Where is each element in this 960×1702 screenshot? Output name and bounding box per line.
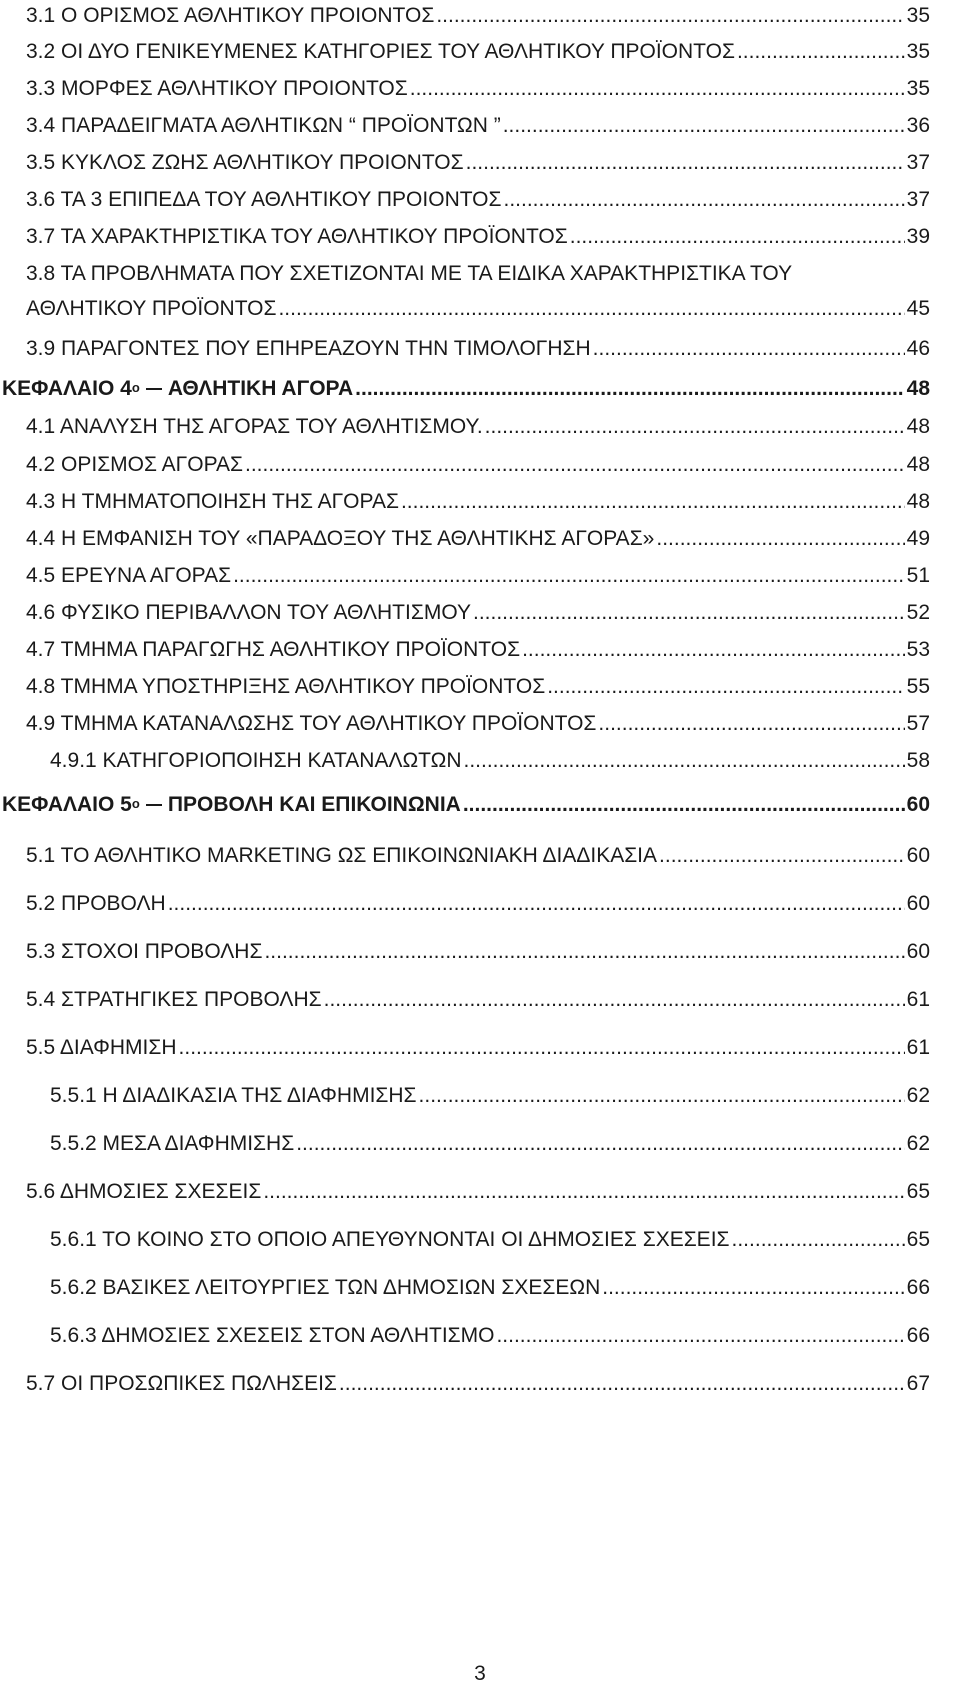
dot-leader — [245, 452, 905, 478]
toc-entry-4-6[interactable] — [0, 597, 960, 633]
toc-entry-title: 4.8 ΤΜΗΜΑ ΥΠΟΣΤΗΡΙΞΗΣ ΑΘΛΗΤΙΚΟΥ ΠΡΟΪΟΝΤΟΣ — [26, 675, 546, 698]
dot-leader — [659, 843, 905, 869]
dot-leader — [522, 637, 905, 663]
toc-entry-page: 58 — [906, 749, 930, 772]
toc-entry-title: 5.6 ΔΗΜΟΣΙΕΣ ΣΧΕΣΕΙΣ — [26, 1180, 262, 1203]
toc-entry-page: 60 — [906, 793, 930, 816]
toc-entry-page: 62 — [906, 1084, 930, 1107]
dot-leader — [504, 187, 905, 213]
toc-entry-title: 5.6.2 ΒΑΣΙΚΕΣ ΛΕΙΤΟΥΡΓΙΕΣ ΤΩΝ ΔΗΜΟΣΙΩΝ ΣΧΕΣΕΩΝ — [50, 1276, 601, 1299]
toc-entry-4-5[interactable] — [0, 560, 960, 596]
toc-chapter-prefix: ΚΕΦΑΛΑΙΟ 5 — [2, 793, 132, 816]
toc-entry-5-6[interactable] — [0, 1169, 960, 1205]
toc-entry-4-1[interactable] — [0, 411, 960, 447]
toc-entry-page: 60 — [906, 940, 930, 963]
toc-entry-title: 5.6.3 ΔΗΜΟΣΙΕΣ ΣΧΕΣΕΙΣ ΣΤΟΝ ΑΘΛΗΤΙΣΜΟ — [50, 1324, 495, 1347]
toc-entry-page: 35 — [906, 4, 930, 27]
toc-entry-5-1[interactable] — [0, 833, 960, 869]
toc-entry-title: 5.2 ΠΡΟΒΟΛΗ — [26, 892, 166, 915]
toc-entry-page: 39 — [906, 225, 930, 248]
dot-leader — [419, 1083, 905, 1109]
toc-entry-page: 48 — [906, 415, 930, 438]
dot-leader — [436, 3, 904, 29]
dot-leader — [598, 711, 904, 737]
toc-entry-5-5-2[interactable] — [0, 1121, 960, 1157]
toc-entry-5-6-1[interactable] — [0, 1217, 960, 1253]
toc-entry-title: 4.3 Η ΤΜΗΜΑΤΟΠΟΙΗΣΗ ΤΗΣ ΑΓΟΡΑΣ — [26, 490, 399, 513]
toc-entry-3-5[interactable] — [0, 147, 960, 183]
dot-leader — [324, 987, 905, 1013]
toc-entry-5-6-2[interactable] — [0, 1265, 960, 1301]
toc-entry-page: 37 — [906, 188, 930, 211]
toc-entry-3-2[interactable] — [0, 36, 960, 72]
toc-chapter-title: ΑΘΛΗΤΙΚΗ ΑΓΟΡΑ — [167, 377, 354, 400]
toc-entry-title: 4.9 ΤΜΗΜΑ ΚΑΤΑΝΑΛΩΣΗΣ ΤΟΥ ΑΘΛΗΤΙΚΟΥ ΠΡΟΪΟΝΤΟΣ — [26, 712, 597, 735]
toc-entry-page: 57 — [906, 712, 930, 735]
page-number: 3 — [474, 1662, 486, 1685]
toc-entry-title: 4.1 ΑΝΑΛΥΣΗ ΤΗΣ ΑΓΟΡΑΣ ΤΟΥ ΑΘΛΗΤΙΣΜΟΥ. — [26, 415, 483, 438]
toc-entry-title: 4.4 Η ΕΜΦΑΝΙΣΗ ΤΟΥ «ΠΑΡΑΔΟΞΟΥ ΤΗΣ ΑΘΛΗΤΙΚΗΣ ΑΓΟΡΑΣ» — [26, 527, 655, 550]
toc-entry-page: 52 — [906, 601, 930, 624]
toc-entry-page: 35 — [906, 77, 930, 100]
toc-entry-4-2[interactable] — [0, 449, 960, 485]
toc-entry-page: 49 — [906, 527, 930, 550]
toc-entry-page: 65 — [906, 1180, 930, 1203]
toc-entry-5-5[interactable] — [0, 1025, 960, 1061]
toc-entry-page: 51 — [906, 564, 930, 587]
toc-entry-5-5-1[interactable] — [0, 1073, 960, 1109]
toc-entry-page: 62 — [906, 1132, 930, 1155]
toc-entry-title: 5.5.1 Η ΔΙΑΔΙΚΑΣΙΑ ΤΗΣ ΔΙΑΦΗΜΙΣΗΣ — [50, 1084, 417, 1107]
dot-leader — [263, 1179, 904, 1205]
dot-leader — [485, 414, 905, 440]
dot-leader — [602, 1275, 904, 1301]
toc-entry-page: 66 — [906, 1324, 930, 1347]
toc-entry-title: 5.1 ΤΟ ΑΘΛΗΤΙΚΟ MARKETING ΩΣ ΕΠΙΚΟΙΝΩΝΙΑΚΗ ΔΙΑΔΙΚΑΣΙΑ — [26, 844, 658, 867]
toc-entry-4-4[interactable] — [0, 523, 960, 559]
toc-entry-5-2[interactable] — [0, 881, 960, 917]
toc-entry-page: 67 — [906, 1372, 930, 1395]
toc-entry-title: 3.5 ΚΥΚΛΟΣ ΖΩΗΣ ΑΘΛΗΤΙΚΟΥ ΠΡΟΙΟΝΤΟΣ — [26, 151, 464, 174]
toc-entry-page: 37 — [906, 151, 930, 174]
toc-entry-3-8[interactable] — [0, 258, 960, 330]
toc-chapter-4[interactable]: ΚΕΦΑΛΑΙΟ 4 $^o$ ΑΘΛΗΤΙΚΗ ΑΓΟΡΑ ..... 48 — [0, 368, 960, 408]
toc-chapter-title: ΠΡΟΒΟΛΗ ΚΑΙ ΕΠΙΚΟΙΝΩΝΙΑ — [167, 793, 461, 816]
dot-leader — [401, 489, 905, 515]
dash-separator — [146, 388, 162, 390]
toc-entry-title: 3.1 Ο ΟΡΙΣΜΟΣ ΑΘΛΗΤΙΚΟΥ ΠΡΟΙΟΝΤΟΣ — [26, 4, 435, 27]
toc-entry-title: 5.7 ΟΙ ΠΡΟΣΩΠΙΚΕΣ ΠΩΛΗΣΕΙΣ — [26, 1372, 337, 1395]
toc-entry-title: 5.4 ΣΤΡΑΤΗΓΙΚΕΣ ΠΡΟΒΟΛΗΣ — [26, 988, 322, 1011]
toc-entry-5-3[interactable] — [0, 929, 960, 965]
dot-leader — [296, 1131, 904, 1157]
toc-entry-3-3[interactable] — [0, 73, 960, 109]
toc-entry-page: 48 — [906, 490, 930, 513]
toc-entry-title: 4.5 ΕΡΕΥΝΑ ΑΓΟΡΑΣ — [26, 564, 232, 587]
toc-entry-3-7[interactable] — [0, 221, 960, 257]
toc-entry-3-1[interactable] — [0, 0, 960, 36]
toc-entry-page: 53 — [906, 638, 930, 661]
toc-entry-title: 5.3 ΣΤΟΧΟΙ ΠΡΟΒΟΛΗΣ — [26, 940, 263, 963]
toc-entry-page: 66 — [906, 1276, 930, 1299]
dot-leader — [264, 939, 904, 965]
dot-leader — [732, 1227, 905, 1253]
dot-leader — [547, 674, 904, 700]
toc-entry-title: 3.2 ΟΙ ΔΥΟ ΓΕΝΙΚΕΥΜΕΝΕΣ ΚΑΤΗΓΟΡΙΕΣ ΤΟΥ ΑΘΛΗΤΙΚΟΥ ΠΡΟΪΟΝΤΟΣ — [26, 40, 735, 63]
dot-leader — [737, 39, 905, 65]
dot-leader — [233, 563, 905, 589]
toc-entry-title: 5.6.1 ΤΟ ΚΟΙΝΟ ΣΤΟ ΟΠΟΙΟ ΑΠΕΥΘΥΝΟΝΤΑΙ ΟΙ ΔΗΜΟΣΙΕΣ ΣΧΕΣΕΙΣ — [50, 1228, 730, 1251]
dot-leader — [464, 748, 905, 774]
toc-entry-page: 61 — [906, 1036, 930, 1059]
toc-entry-title-line1: 3.8 ΤΑ ΠΡΟΒΛΗΜΑΤΑ ΠΟΥ ΣΧΕΤΙΖΟΝΤΑΙ ΜΕ ΤΑ ΕΙΔΙΚΑ ΧΑΡΑΚΤΗΡΙΣΤΙΚΑ ΤΟΥ — [26, 262, 793, 285]
toc-chapter-prefix: ΚΕΦΑΛΑΙΟ 4 — [2, 377, 132, 400]
toc-entry-page: 36 — [906, 114, 930, 137]
toc-entry-title: ΑΘΛΗΤΙΚΟΥ ΠΡΟΪΟΝΤΟΣ — [26, 297, 277, 320]
dot-leader — [463, 792, 905, 818]
dot-leader — [355, 376, 904, 402]
dash-separator — [146, 804, 162, 806]
toc-entry-3-4[interactable] — [0, 110, 960, 146]
toc-entry-title: 3.3 ΜΟΡΦΕΣ ΑΘΛΗΤΙΚΟΥ ΠΡΟΙΟΝΤΟΣ — [26, 77, 408, 100]
dot-leader — [570, 224, 905, 250]
toc-entry-page: 60 — [906, 844, 930, 867]
toc-entry-3-6[interactable] — [0, 184, 960, 220]
toc-entry-4-9-1[interactable] — [0, 745, 960, 781]
toc-entry-4-9[interactable] — [0, 708, 960, 744]
toc-entry-title: 3.6 ΤΑ 3 ΕΠΙΠΕΔΑ ΤΟΥ ΑΘΛΗΤΙΚΟΥ ΠΡΟΙΟΝΤΟΣ — [26, 188, 502, 211]
dot-leader — [168, 891, 905, 917]
toc-entry-4-8[interactable] — [0, 671, 960, 707]
toc-entry-title: 3.4 ΠΑΡΑΔΕΙΓΜΑΤΑ ΑΘΛΗΤΙΚΩΝ “ ΠΡΟΪΟΝΤΩΝ ” — [26, 114, 501, 137]
toc-entry-page: 55 — [906, 675, 930, 698]
toc-entry-3-9[interactable] — [0, 333, 960, 369]
dot-leader — [593, 336, 905, 362]
toc-entry-title: 4.9.1 ΚΑΤΗΓΟΡΙΟΠΟΙΗΣΗ ΚΑΤΑΝΑΛΩΤΩΝ — [50, 749, 462, 772]
toc-entry-5-7[interactable] — [0, 1361, 960, 1397]
toc-entry-page: 48 — [906, 453, 930, 476]
toc-entry-title: 3.9 ΠΑΡΑΓΟΝΤΕΣ ΠΟΥ ΕΠΗΡΕΑΖΟΥΝ ΤΗΝ ΤΙΜΟΛΟΓΗΣΗ — [26, 337, 591, 360]
dot-leader — [466, 150, 905, 176]
dot-leader — [473, 600, 905, 626]
toc-entry-title: 3.7 ΤΑ ΧΑΡΑΚΤΗΡΙΣΤΙΚΑ ΤΟΥ ΑΘΛΗΤΙΚΟΥ ΠΡΟΪΟΝΤΟΣ — [26, 225, 568, 248]
toc-entry-page: 48 — [906, 377, 930, 400]
toc-entry-page: 45 — [906, 297, 930, 320]
toc-entry-4-7[interactable] — [0, 634, 960, 670]
dot-leader — [503, 113, 905, 139]
toc-entry-page: 35 — [906, 40, 930, 63]
toc-entry-5-4[interactable] — [0, 977, 960, 1013]
dot-leader — [278, 296, 904, 322]
toc-entry-title: 5.5 ΔΙΑΦΗΜΙΣΗ — [26, 1036, 177, 1059]
toc-entry-page: 60 — [906, 892, 930, 915]
toc-entry-4-3[interactable] — [0, 486, 960, 522]
toc-entry-title: 4.7 ΤΜΗΜΑ ΠΑΡΑΓΩΓΗΣ ΑΘΛΗΤΙΚΟΥ ΠΡΟΪΟΝΤΟΣ — [26, 638, 521, 661]
dot-leader — [410, 76, 905, 102]
toc-entry-page: 61 — [906, 988, 930, 1011]
dot-leader — [496, 1323, 904, 1349]
toc-entry-page: 46 — [906, 337, 930, 360]
toc-entry-title: 4.2 ΟΡΙΣΜΟΣ ΑΓΟΡΑΣ — [26, 453, 244, 476]
dot-leader — [339, 1371, 905, 1397]
toc-entry-page: 65 — [906, 1228, 930, 1251]
toc-entry-title: 4.6 ΦΥΣΙΚΟ ΠΕΡΙΒΑΛΛΟΝ ΤΟΥ ΑΘΛΗΤΙΣΜΟΥ — [26, 601, 471, 624]
toc-entry-title: 5.5.2 ΜΕΣΑ ΔΙΑΦΗΜΙΣΗΣ — [50, 1132, 295, 1155]
dot-leader — [656, 526, 904, 552]
dot-leader — [179, 1035, 905, 1061]
toc-entry-5-6-3[interactable] — [0, 1313, 960, 1349]
toc-chapter-5[interactable]: ΚΕΦΑΛΑΙΟ 5 $^o$ ΠΡΟΒΟΛΗ ΚΑΙ ΕΠΙΚΟΙΝΩΝΙΑ ..... 60 — [0, 782, 960, 826]
